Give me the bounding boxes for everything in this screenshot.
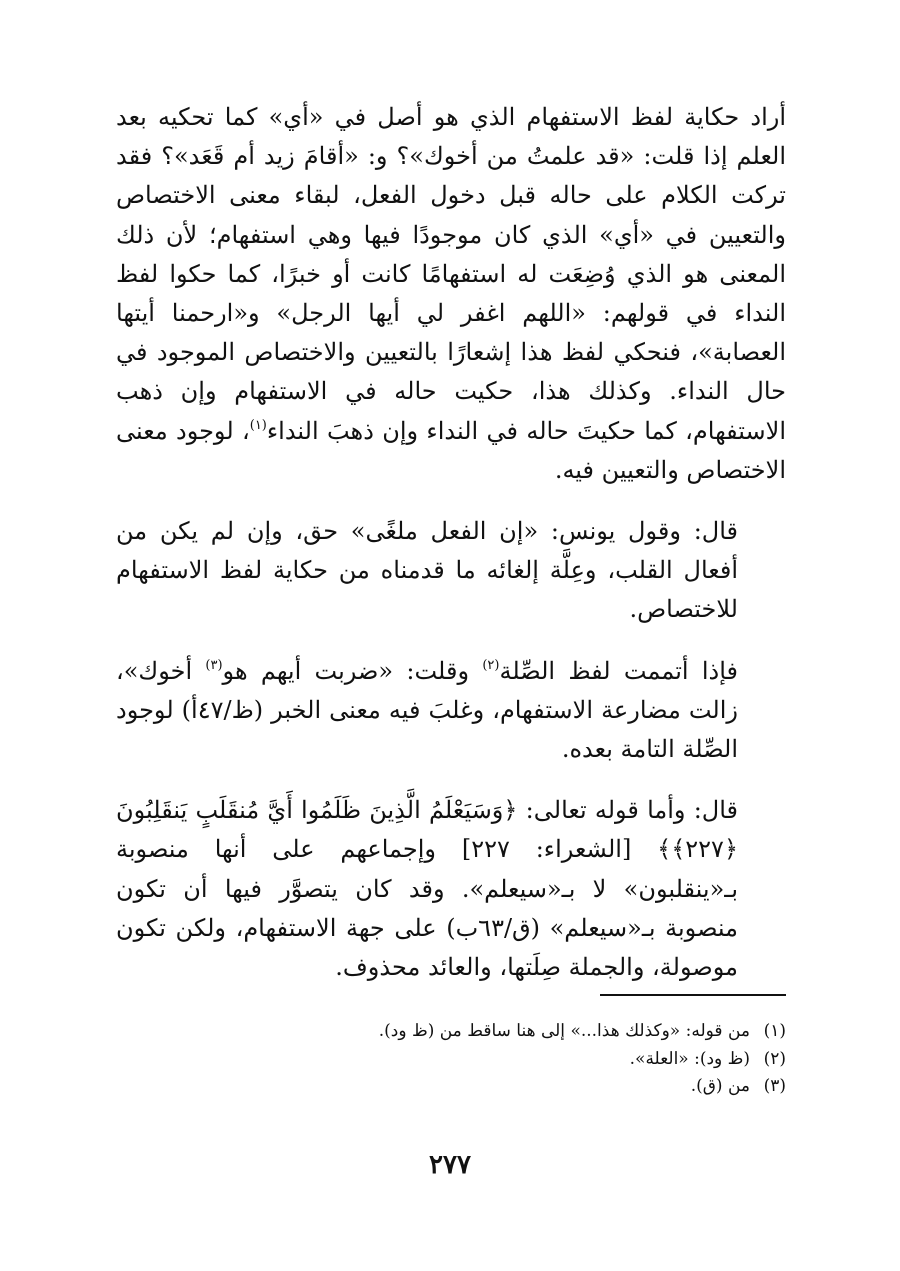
paragraph-4-intro: قال: وأما قوله تعالى: <box>517 796 738 825</box>
footnote-text: (ظ ود): «العلة». <box>629 1048 750 1069</box>
footnote-number: (١) <box>763 1021 786 1041</box>
footnotes <box>300 1018 786 1101</box>
footnote-3 <box>300 1073 786 1101</box>
paragraph-1-text: أراد حكاية لفظ الاستفهام الذي هو أصل في «أي» كما تحكيه بعد العلم إذا قلت: «قد علمتُ من أخوك»؟ و: «أقامَ زيد أم قَعَد»؟ فقد تركت الكلام على حاله قبل دخول الفعل، لبقاء معنى الاختصاص والتعيين في «أي» الذي كان موجودًا فيها وهي استفهام؛ لأن ذلك المعنى هو الذي وُضِعَت له استفهامًا كانت أو خبرًا، كما حكوا لفظ النداء في قولهم: «اللهم اغفر لي أيها الرجل» و«ارحمنا أيتها العصابة»، فنحكي لفظ هذا إشعارًا بالتعيين والاختصاص الموجود في حال النداء. وكذلك هذا، حكيت حاله في الاستفهام وإن ذهب الاستفهام، كما حكيتَ حاله في النداء وإن ذهبَ النداء <box>116 103 787 445</box>
paragraph-4 <box>116 791 786 987</box>
paragraph-2-text: قال: وقول يونس: «إن الفعل ملغًى» حق، وإن لم يكن من أفعال القلب، وعِلَّة إلغائه ما قدمناه من حكاية لفظ الاستفهام للاختصاص. <box>116 517 738 624</box>
paragraph-4-rest: [الشعراء: ٢٢٧] وإجماعهم على أنها منصوبة بـ«ينقلبون» لا بـ«سيعلم». وقد كان يتصوَّر فيها أن تكون منصوبة بـ«سيعلم» (ق/٦٣ب) على جهة الاستفهام، ولكن تكون موصولة، والجملة صِلَتها، والعائد محذوف. <box>116 835 738 982</box>
footnote-number: (٣) <box>763 1076 786 1096</box>
footnote-text: من (ق). <box>690 1076 750 1096</box>
page-number: ٢٧٧ <box>429 1150 471 1180</box>
footnote-text: من قوله: «وكذلك هذا...» إلى هنا ساقط من (ظ ود). <box>378 1021 750 1041</box>
footnote-ref-2: (٢) <box>482 657 500 673</box>
footnote-ref-3: (٣) <box>205 657 223 673</box>
paragraph-3-part-3: أخوك»، زالت مضارعة الاستفهام، وغلبَ فيه معنى الخبر (ظ/٤٧أ) لوجود الصِّلة التامة بعده. <box>116 656 738 764</box>
paragraph-1 <box>116 98 786 490</box>
paragraph-3-part-1: فإذا أتممت لفظ الصِّلة <box>499 656 738 685</box>
quran-verse: ﴿وَسَيَعْلَمُ الَّذِينَ ظَلَمُوا أَيَّ مُنقَلَبٍ يَنقَلِبُونَ ﴿٢٢٧﴾﴾ <box>116 796 738 864</box>
footnote-ref-1: (١) <box>249 417 267 433</box>
footnote-1 <box>300 1018 786 1046</box>
footnote-number: (٢) <box>763 1048 786 1069</box>
paragraph-2 <box>116 512 786 630</box>
paragraph-1-tail: ، لوجود معنى الاختصاص والتعيين فيه. <box>116 416 786 484</box>
paragraph-3 <box>116 652 786 770</box>
main-text <box>116 98 786 987</box>
footnote-separator <box>600 994 786 996</box>
footnote-2 <box>300 1046 786 1074</box>
paragraph-3-part-2: وقلت: «ضربت أيهم هو <box>222 656 483 685</box>
